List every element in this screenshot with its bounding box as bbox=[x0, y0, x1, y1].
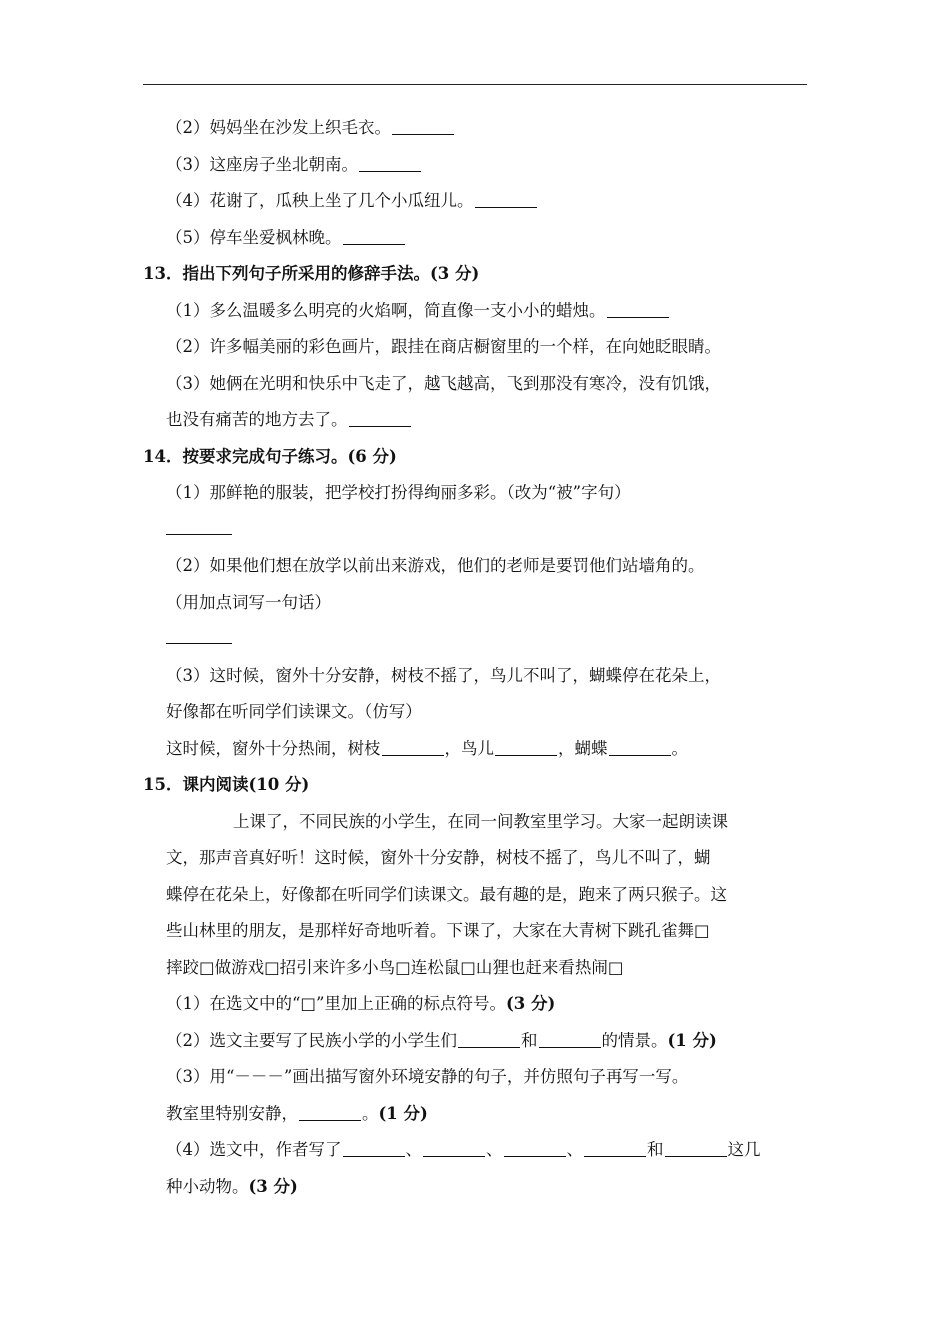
score-label: (1 分) bbox=[378, 1103, 428, 1123]
answer-blank[interactable] bbox=[382, 737, 444, 756]
answer-line[interactable] bbox=[166, 522, 232, 535]
q13-title: 13．指出下列句子所采用的修辞手法。(3 分) bbox=[143, 264, 480, 283]
q12-item-2 bbox=[143, 110, 823, 147]
imitation-text-3: ，蝴蝶 bbox=[558, 738, 608, 758]
q13-item-1-text: （1）多么温暖多么明亮的火焰啊，简直像一支小小的蜡烛。 bbox=[166, 300, 606, 320]
q13-item-2: （2）许多幅美丽的彩色画片，跟挂在商店橱窗里的一个样，在向她眨眼睛。 bbox=[166, 337, 721, 356]
answer-blank[interactable] bbox=[539, 1029, 601, 1048]
q12-item-5-text: （5）停车坐爱枫林晚。 bbox=[166, 227, 342, 247]
q15-sub-4-text: （4）选文中，作者写了 bbox=[166, 1140, 342, 1159]
score-label: (1 分) bbox=[667, 1030, 717, 1050]
answer-blank[interactable] bbox=[299, 1102, 361, 1121]
score-label: (3 分) bbox=[248, 1176, 298, 1196]
q12-item-4-text: （4）花谢了，瓜秧上坐了几个小瓜纽儿。 bbox=[166, 191, 474, 210]
answer-blank[interactable] bbox=[607, 299, 669, 318]
q15-sub-2 bbox=[143, 1023, 823, 1060]
answer-blank[interactable] bbox=[504, 1138, 566, 1157]
q15-sub-1 bbox=[143, 986, 823, 1023]
passage-line-5: 摔跤□做游戏□招引来许多小鸟□连松鼠□山狸也赶来看热闹□ bbox=[166, 957, 624, 977]
q14-item-3-imitation bbox=[143, 731, 823, 768]
q15-sub-4-and: 和 bbox=[647, 1140, 664, 1159]
answer-blank[interactable] bbox=[392, 116, 454, 135]
q14-item-3-cont: 好像都在听同学们读课文。（仿写） bbox=[166, 702, 422, 721]
separator: 、 bbox=[405, 1140, 422, 1159]
q15-sub-4-end: 这几 bbox=[727, 1140, 761, 1159]
q15-title: 15．课内阅读(10 分) bbox=[143, 775, 310, 794]
q14-title: 14．按要求完成句子练习。(6 分) bbox=[143, 446, 397, 466]
q13-item-1 bbox=[143, 293, 823, 330]
q14-item-2-cont: （用加点词写一句话） bbox=[166, 592, 331, 612]
passage-line-4: 些山林里的朋友，是那样好奇地听着。下课了，大家在大青树下跳孔雀舞□ bbox=[166, 921, 710, 940]
header-rule bbox=[143, 84, 807, 85]
answer-blank[interactable] bbox=[349, 408, 411, 427]
q15-sub-4 bbox=[143, 1132, 823, 1169]
passage-line-1: 上课了，不同民族的小学生，在同一间教室里学习。大家一起朗读课 bbox=[233, 811, 728, 831]
imitation-text-2: ，鸟儿 bbox=[444, 738, 494, 758]
q15-sub-2-end: 的情景。 bbox=[601, 1030, 668, 1050]
score-label: (3 分) bbox=[505, 994, 556, 1013]
q14-item-2-answer bbox=[143, 621, 823, 658]
answer-blank[interactable] bbox=[584, 1138, 646, 1157]
answer-blank[interactable] bbox=[343, 226, 405, 245]
answer-blank[interactable] bbox=[475, 189, 537, 208]
q15-sub-3-cont-end: 。 bbox=[362, 1103, 379, 1123]
q13-item-3-cont bbox=[143, 402, 823, 439]
answer-blank[interactable] bbox=[495, 737, 557, 756]
q12-item-5 bbox=[143, 220, 823, 257]
worksheet-content bbox=[143, 110, 823, 1205]
q14-item-1-answer bbox=[143, 512, 823, 549]
q12-item-3 bbox=[143, 147, 823, 184]
q12-item-4 bbox=[143, 183, 823, 220]
answer-blank[interactable] bbox=[609, 737, 671, 756]
q14-item-3: （3）这时候，窗外十分安静，树枝不摇了，鸟儿不叫了，蝴蝶停在花朵上， bbox=[166, 665, 721, 685]
separator: 、 bbox=[486, 1140, 503, 1159]
q15-sub-3-cont-text: 教室里特别安静， bbox=[166, 1103, 298, 1123]
q15-sub-2-text: （2）选文主要写了民族小学的小学生们 bbox=[166, 1030, 457, 1050]
q13-item-3: （3）她俩在光明和快乐中飞走了，越飞越高，飞到那没有寒冷，没有饥饿， bbox=[166, 373, 721, 393]
q12-item-3-text: （3）这座房子坐北朝南。 bbox=[166, 154, 358, 174]
q12-item-2-text: （2）妈妈坐在沙发上织毛衣。 bbox=[166, 118, 391, 137]
answer-blank[interactable] bbox=[458, 1029, 520, 1048]
q15-sub-3-cont bbox=[143, 1096, 823, 1133]
answer-blank[interactable] bbox=[343, 1138, 405, 1157]
answer-blank[interactable] bbox=[665, 1138, 727, 1157]
q15-sub-1-text: （1）在选文中的“□”里加上正确的标点符号。 bbox=[166, 994, 506, 1013]
q14-item-1: （1）那鲜艳的服装，把学校打扮得绚丽多彩。（改为“被”字句） bbox=[166, 483, 631, 502]
answer-blank[interactable] bbox=[423, 1138, 485, 1157]
q15-sub-4-cont bbox=[143, 1169, 823, 1206]
q13-item-3-cont-text: 也没有痛苦的地方去了。 bbox=[166, 410, 348, 429]
q15-sub-2-and: 和 bbox=[521, 1030, 538, 1050]
passage-line-3: 蝶停在花朵上，好像都在听同学们读课文。最有趣的是，跑来了两只猴子。这 bbox=[166, 884, 727, 904]
q15-sub-4-cont-text: 种小动物。 bbox=[166, 1176, 249, 1196]
answer-line[interactable] bbox=[166, 631, 232, 644]
imitation-text-1: 这时候，窗外十分热闹，树枝 bbox=[166, 738, 381, 758]
q15-sub-3: （3）用“－－－”画出描写窗外环境安静的句子，并仿照句子再写一写。 bbox=[166, 1067, 689, 1086]
q14-item-2: （2）如果他们想在放学以前出来游戏，他们的老师是要罚他们站墙角的。 bbox=[166, 556, 705, 575]
passage-line-2: 文，那声音真好听！这时候，窗外十分安静，树枝不摇了，鸟儿不叫了，蝴 bbox=[166, 848, 711, 867]
answer-blank[interactable] bbox=[359, 153, 421, 172]
imitation-text-4: 。 bbox=[671, 738, 688, 758]
separator: 、 bbox=[566, 1140, 583, 1159]
